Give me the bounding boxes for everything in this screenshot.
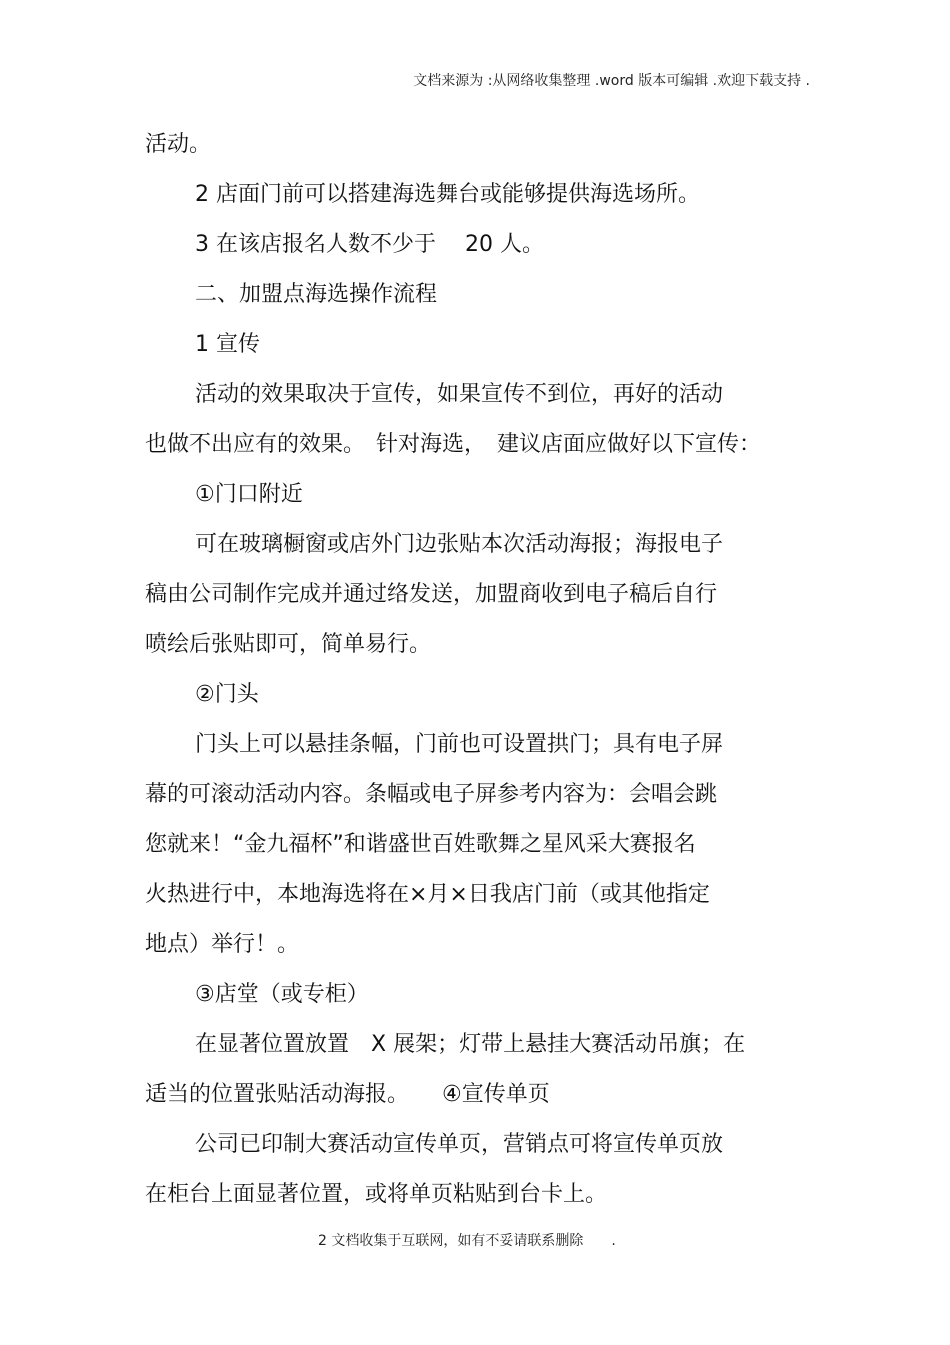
paragraph-line: 稿由公司制作完成并通过络发送，加盟商收到电子稿后自行: [145, 582, 718, 607]
paragraph-line: 在显著位置放置 X 展架；灯带上悬挂大赛活动吊旗；在: [195, 1032, 746, 1057]
paragraph-line: 火热进行中，本地海选将在×月×日我店门前（或其他指定: [145, 882, 710, 907]
paragraph-line: 也做不出应有的效果。 针对海选， 建议店面应做好以下宣传：: [145, 432, 762, 457]
paragraph-line: 可在玻璃橱窗或店外门边张贴本次活动海报；海报电子: [195, 532, 724, 557]
paragraph-line: 喷绘后张贴即可，简单易行。: [145, 632, 432, 657]
paragraph-line: 活动的效果取决于宣传，如果宣传不到位，再好的活动: [195, 382, 724, 407]
paragraph-line: 二、加盟点海选操作流程: [195, 282, 438, 307]
paragraph-line: 您就来！“金九福杯”和谐盛世百姓歌舞之星风采大赛报名: [145, 832, 696, 857]
paragraph-line: 地点）举行！。: [145, 932, 300, 957]
body-text: [145, 120, 785, 1220]
paragraph-line: 3 在该店报名人数不少于 20 人。: [195, 232, 544, 257]
paragraph-line: 2 店面门前可以搭建海选舞台或能够提供海选场所。: [195, 182, 700, 207]
paragraph-line: 适当的位置张贴活动海报。 ④宣传单页: [145, 1082, 550, 1107]
paragraph-line: ②门头: [195, 682, 259, 707]
page-footer: 2 文档收集于互联网，如有不妥请联系删除 .: [318, 1233, 616, 1249]
paragraph-line: ③店堂（或专柜）: [195, 982, 369, 1007]
paragraph-line: ①门口附近: [195, 482, 303, 507]
paragraph-line: 公司已印制大赛活动宣传单页，营销点可将宣传单页放: [195, 1132, 724, 1157]
paragraph-line: 活动。: [145, 132, 212, 157]
paragraph-line: 门头上可以悬挂条幅，门前也可设置拱门；具有电子屏: [195, 732, 724, 757]
paragraph-line: 1 宣传: [195, 332, 260, 357]
page-header: 文档来源为 :从网络收集整理 .word 版本可编辑 .欢迎下载支持 .: [413, 73, 810, 89]
paragraph-line: 幕的可滚动活动内容。条幅或电子屏参考内容为：会唱会跳: [145, 782, 718, 807]
paragraph-line: 在柜台上面显著位置，或将单页粘贴到台卡上。: [145, 1182, 608, 1207]
